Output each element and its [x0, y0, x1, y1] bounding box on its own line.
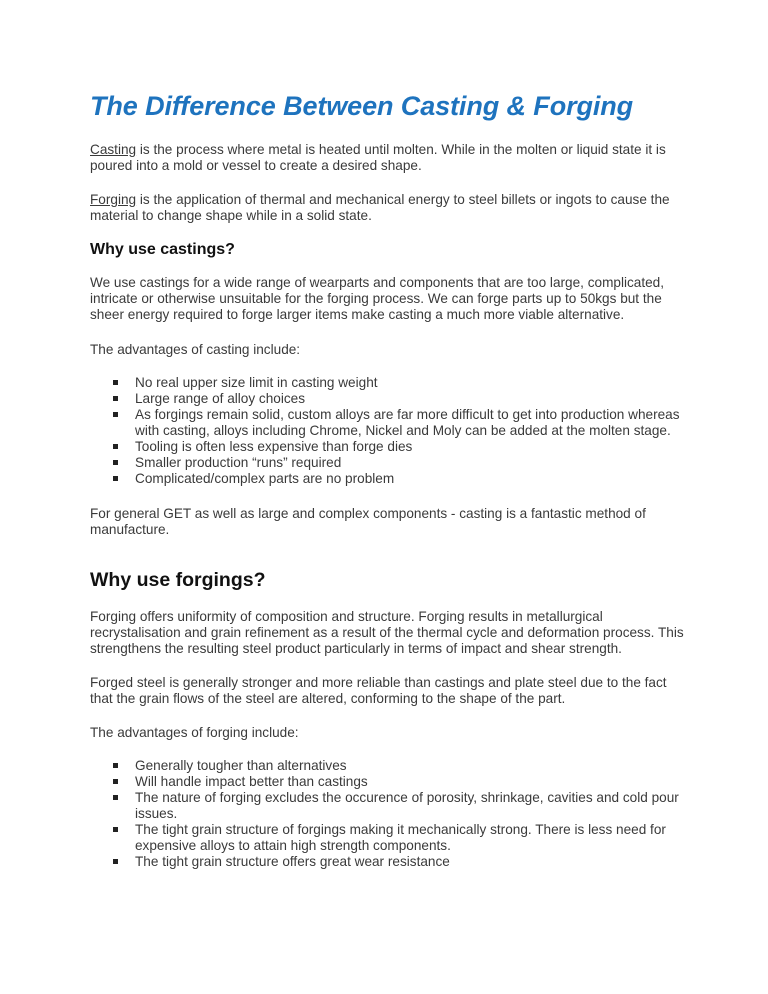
castings-heading: Why use castings? [90, 241, 235, 258]
list-item: The nature of forging excludes the occurence of porosity, shrinkage, cavities and cold pour issues. [90, 790, 690, 822]
list-item: The tight grain structure of forgings making it mechanically strong. There is less need for expensive alloys to attain high strength components. [90, 822, 690, 854]
list-item: The tight grain structure offers great wear resistance [90, 854, 690, 870]
forging-advantages-intro: The advantages of forging include: [90, 725, 299, 740]
casting-definition-text: is the process where metal is heated until molten. While in the molten or liquid state it is poured into a mold or vessel to create a desired shape. [90, 142, 666, 173]
casting-definition [90, 142, 690, 174]
castings-conclusion: For general GET as well as large and complex components - casting is a fantastic method of manufacture. [90, 506, 646, 537]
forging-term: Forging [90, 192, 137, 207]
list-item: Will handle impact better than castings [90, 774, 690, 790]
page-title: The Difference Between Casting & Forging [90, 91, 634, 121]
castings-paragraph: We use castings for a wide range of wearparts and components that are too large, complicated, intricate or otherwise unsuitable for the forging process. We can forge parts up to 50kgs but the sheer energy required to forge larger items make casting a much more viable alternative. [90, 275, 665, 322]
list-item: As forgings remain solid, custom alloys are far more difficult to get into production whereas with casting, alloys including Chrome, Nickel and Moly can be added at the molten stage. [90, 407, 690, 439]
document-page [90, 84, 690, 870]
list-item: Complicated/complex parts are no problem [90, 471, 690, 487]
forging-definition-text: is the application of thermal and mechanical energy to steel billets or ingots to cause the material to change shape while in a solid state. [90, 192, 670, 223]
casting-term: Casting [90, 142, 137, 157]
forgings-heading: Why use forgings? [90, 569, 266, 591]
casting-advantages-list [90, 375, 690, 487]
list-item: No real upper size limit in casting weight [90, 375, 690, 391]
casting-advantages-intro: The advantages of casting include: [90, 342, 301, 357]
forging-definition [90, 192, 690, 224]
list-item: Tooling is often less expensive than forge dies [90, 439, 690, 455]
forging-advantages-list [90, 758, 690, 870]
list-item: Generally tougher than alternatives [90, 758, 690, 774]
list-item: Smaller production “runs” required [90, 455, 690, 471]
forgings-paragraph-1: Forging offers uniformity of composition and structure. Forging results in metallurgical recrystalisation and grain refinement as a result of the thermal cycle and deformation process. This strengthens the resulting steel product particularly in terms of impact and shear strength. [90, 609, 684, 656]
forgings-paragraph-2: Forged steel is generally stronger and more reliable than castings and plate steel due to the fact that the grain flows of the steel are altered, conforming to the shape of the part. [90, 675, 667, 706]
list-item: Large range of alloy choices [90, 391, 690, 407]
